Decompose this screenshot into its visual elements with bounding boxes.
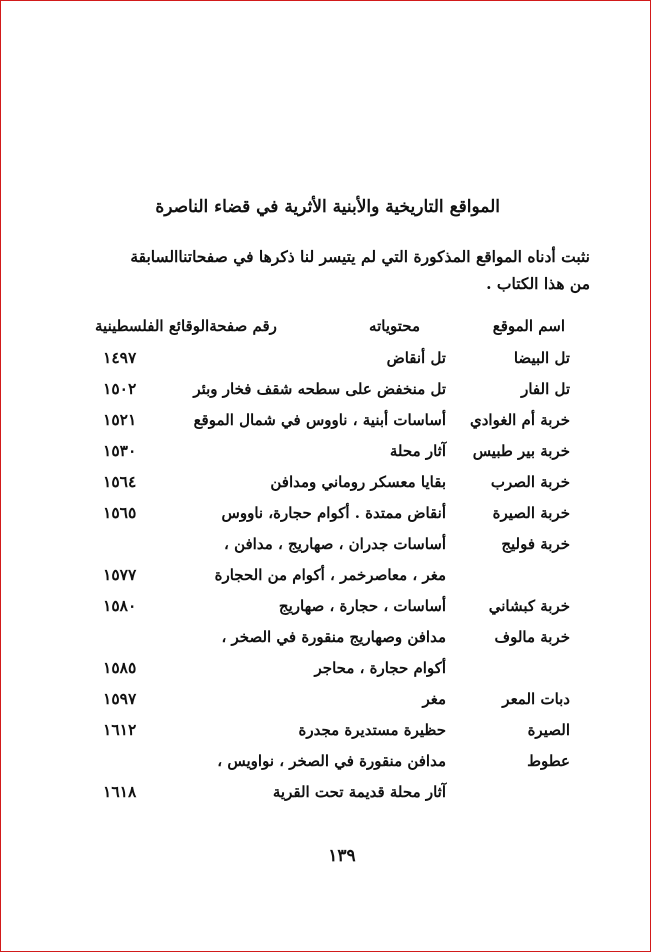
cell-site: تل البيضا [513,349,570,367]
cell-contents: تل منخفض على سطحه شقف فخار وبئر [193,380,446,398]
cell-contents: أكوام حجارة ، محاجر [314,659,446,677]
cell-contents: آثار محلة [389,442,446,460]
cell-contents: أنقاض ممتدة . أكوام حجارة، ناووس [221,504,446,522]
cell-site: الصيرة [527,721,570,739]
page-number: ١٣٩ [328,846,356,866]
cell-site: خربة الصرب [490,473,570,491]
table-row [95,377,570,408]
table-row [95,687,570,718]
cell-page: ١٦١٢ [103,720,137,739]
cell-contents: حظيرة مستديرة مجدرة [298,721,446,739]
header-site: اسم الموقع [492,317,565,335]
cell-contents: مغر [422,690,446,708]
cell-site: دبات المعر [502,690,570,708]
cell-site: خربة أم الغوادي [470,411,570,429]
page-title: المواقع التاريخية والأبنية الأثرية في قضاء الناصرة [155,197,500,217]
cell-page: ١٥٩٧ [103,689,137,708]
table-row [95,594,570,625]
cell-site: تل الفار [521,380,570,398]
table-row [95,439,570,470]
table-row [95,408,570,439]
cell-contents: بقايا معسكر روماني ومدافن [270,473,446,491]
cell-page: ١٥٠٢ [103,379,137,398]
table-row [95,749,570,780]
cell-contents: آثار محلة قديمة تحت القرية [272,783,446,801]
cell-page: ١٥٨٥ [103,658,137,677]
cell-site: عطوط [527,752,570,770]
table-row [95,718,570,749]
cell-site: خربة مالوف [494,628,570,646]
cell-page: ١٥٧٧ [103,565,137,584]
table-row [95,625,570,656]
intro-line-2: من هذا الكتاب . [486,274,590,293]
table-row [95,470,570,501]
sites-table [95,346,570,811]
cell-page: ١٤٩٧ [103,348,137,367]
table-row [95,780,570,811]
header-page: رقم صفحةالوقائع الفلسطينية [95,317,277,335]
cell-contents: تل أنقاض [386,349,446,367]
cell-contents: مدافن وصهاريج منقورة في الصخر ، [221,628,446,646]
table-row [95,346,570,377]
cell-site: خربة فوليج [501,535,570,553]
header-contents: محتوياته [369,317,420,335]
cell-site: خربة الصيرة [492,504,570,522]
cell-page: ١٥٣٠ [103,441,137,460]
intro-line-1: نثبت أدناه المواقع المذكورة التي لم يتيسر لنا ذكرها في صفحاتناالسابقة [130,247,590,266]
intro-paragraph [100,243,590,297]
cell-site: خربة بير طبيس [472,442,570,460]
cell-contents: مغر ، معاصرخمر ، أكوام من الحجارة [214,566,446,584]
cell-page: ١٥٦٥ [103,503,137,522]
cell-site: خربة كبشاني [488,597,570,615]
table-row [95,563,570,594]
cell-page: ١٥٢١ [103,410,137,429]
table-row [95,532,570,563]
cell-page: ١٥٦٤ [103,472,137,491]
table-row [95,656,570,687]
cell-page: ١٥٨٠ [103,596,137,615]
cell-page: ١٦١٨ [103,782,137,801]
cell-contents: أساسات ، حجارة ، صهاريج [278,597,446,615]
table-header [95,317,565,341]
cell-contents: مدافن منقورة في الصخر ، نواويس ، [217,752,446,770]
cell-contents: أساسات جدران ، صهاريج ، مدافن ، [224,535,446,553]
cell-contents: أساسات أبنية ، ناووس في شمال الموقع [193,411,446,429]
table-row [95,501,570,532]
